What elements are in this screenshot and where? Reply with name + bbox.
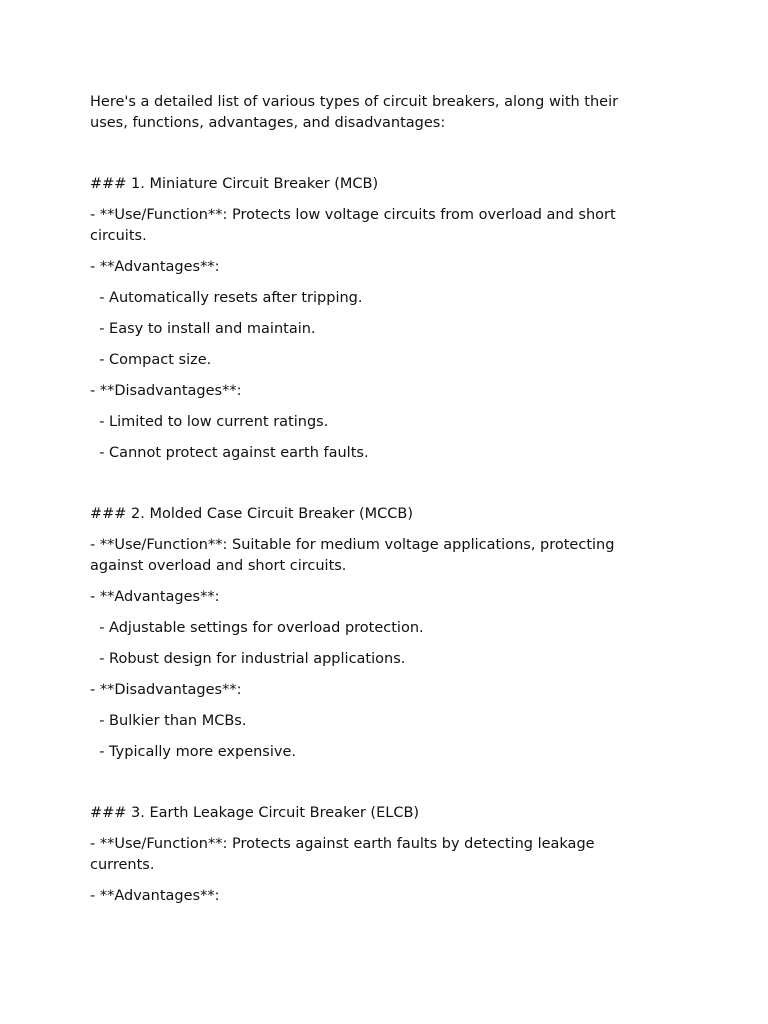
advantage-item: - Robust design for industrial applications.	[90, 651, 406, 667]
advantage-item: - Compact size.	[90, 352, 212, 368]
disadvantages-label: - **Disadvantages**:	[90, 383, 242, 399]
document-body	[90, 92, 650, 917]
advantage-item: - Adjustable settings for overload protection.	[90, 620, 424, 636]
disadvantage-item: - Cannot protect against earth faults.	[90, 445, 369, 461]
disadvantage-item: - Bulkier than MCBs.	[90, 713, 247, 729]
advantages-label: - **Advantages**:	[90, 259, 220, 275]
use-function-item: - **Use/Function**: Suitable for medium voltage applications, protecting against overload and short circuits.	[90, 537, 620, 574]
intro-paragraph: Here's a detailed list of various types of circuit breakers, along with their uses, functions, advantages, and disadvantages:	[90, 94, 623, 131]
section-mcb	[90, 174, 650, 464]
advantage-item: - Easy to install and maintain.	[90, 321, 316, 337]
disadvantage-item: - Typically more expensive.	[90, 744, 297, 760]
advantages-label: - **Advantages**:	[90, 888, 220, 904]
section-heading: ### 3. Earth Leakage Circuit Breaker (ELCB)	[90, 805, 420, 821]
disadvantages-label: - **Disadvantages**:	[90, 682, 242, 698]
use-function-item: - **Use/Function**: Protects low voltage circuits from overload and short circuits.	[90, 207, 621, 244]
section-heading: ### 2. Molded Case Circuit Breaker (MCCB)	[90, 506, 414, 522]
advantages-label: - **Advantages**:	[90, 589, 220, 605]
use-function-item: - **Use/Function**: Protects against earth faults by detecting leakage currents.	[90, 836, 600, 873]
disadvantage-item: - Limited to low current ratings.	[90, 414, 329, 430]
section-mccb	[90, 504, 650, 763]
section-heading: ### 1. Miniature Circuit Breaker (MCB)	[90, 176, 379, 192]
advantage-item: - Automatically resets after tripping.	[90, 290, 363, 306]
section-elcb	[90, 803, 650, 907]
